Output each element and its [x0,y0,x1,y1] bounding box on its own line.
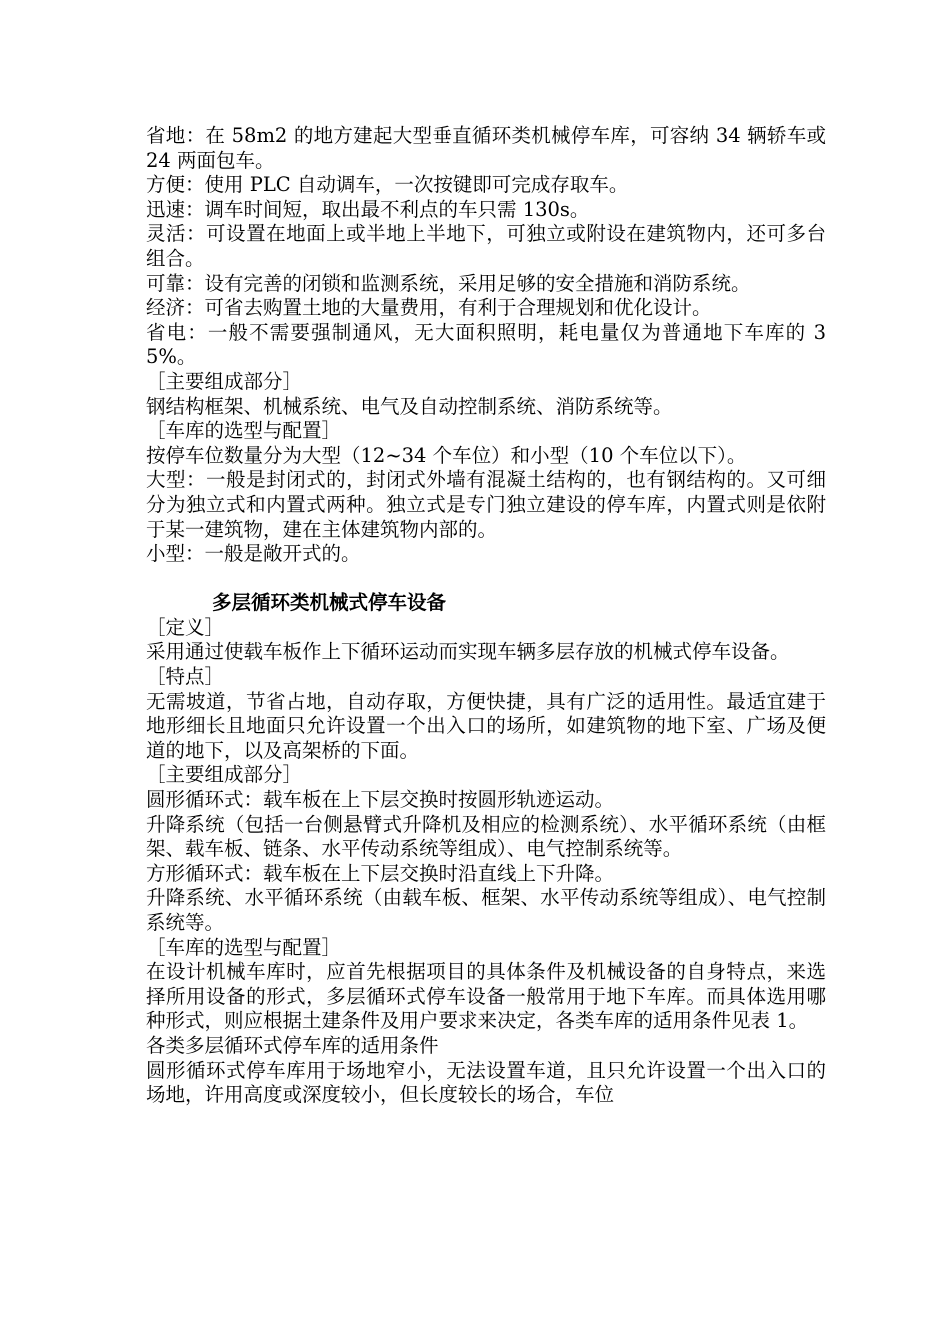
subheading-features: ［特点］ [146,665,225,689]
paragraph-speed: 迅速：调车时间短，取出最不利点的车只需 130s。 [146,197,590,221]
paragraph-small-type: 小型：一般是敞开式的。 [146,542,361,566]
paragraph-table-title: 各类多层循环式停车库的适用条件 [146,1033,439,1057]
subheading-selection-config-2: ［车库的选型与配置］ [146,935,342,959]
paragraph-economy: 经济：可省去购置土地的大量费用，有利于合理规划和优化设计。 [146,296,712,320]
paragraph-design-guidance: 在设计机械车库时，应首先根据项目的具体条件及机械设备的自身特点，来选择所用设备的形式，多层循环式停车设备一般常用于地下车库。而具体选用哪种形式，则应根据土建条件及用户要求来决定，各类车库的适用条件见表 1。 [146,960,826,1033]
paragraph-classification: 按停车位数量分为大型（12~34 个车位）和小型（10 个车位以下）。 [146,443,747,467]
section-gap [146,567,826,592]
paragraph-power-saving: 省电：一般不需要强制通风，无大面积照明，耗电量仅为普通地下车库的 35%。 [146,320,826,369]
paragraph-flexibility: 灵活：可设置在地面上或半地上半地下，可独立或附设在建筑物内，还可多台组合。 [146,222,826,270]
paragraph-large-type: 大型：一般是封闭式的，封闭式外墙有混凝土结构的，也有钢结构的。又可细分为独立式和内置式两种。独立式是专门独立建设的停车库，内置式则是依附于某一建筑物，建在主体建筑物内部的。 [146,468,826,541]
paragraph-components: 钢结构框架、机械系统、电气及自动控制系统、消防系统等。 [146,394,673,418]
paragraph-features: 无需坡道，节省占地，自动存取，方便快捷，具有广泛的适用性。最适宜建于地形细长且地面只允许设置一个出入口的场所，如建筑物的地下室、广场及便道的地下，以及高架桥的下面。 [146,689,826,762]
paragraph-circular-components: 升降系统（包括一台侧悬臂式升降机及相应的检测系统）、水平循环系统（由框架、载车板、链条、水平传动系统等组成）、电气控制系统等。 [146,812,826,861]
paragraph-square-components: 升降系统、水平循环系统（由载车板、框架、水平传动系统等组成）、电气控制系统等。 [146,886,826,934]
subheading-main-components: ［主要组成部分］ [146,369,303,393]
document-page [146,124,826,1108]
paragraph-definition: 采用通过使载车板作上下循环运动而实现车辆多层存放的机械式停车设备。 [146,640,790,664]
paragraph-circular-type: 圆形循环式：载车板在上下层交换时按圆形轨迹运动。 [146,788,615,812]
paragraph-space-saving: 省地：在 58m2 的地方建起大型垂直循环类机械停车库，可容纳 34 辆轿车或 24 两面包车。 [146,124,826,172]
subheading-main-components-2: ［主要组成部分］ [146,763,303,787]
paragraph-circular-conditions: 圆形循环式停车库用于场地窄小，无法设置车道，且只允许设置一个出入口的场地，许用高度或深度较小，但长度较长的场合，车位 [146,1058,826,1107]
paragraph-square-type: 方形循环式：载车板在上下层交换时沿直线上下升降。 [146,861,615,885]
subheading-selection-config: ［车库的选型与配置］ [146,419,342,443]
paragraph-reliability: 可靠：设有完善的闭锁和监测系统，采用足够的安全措施和消防系统。 [146,271,751,295]
subheading-definition: ［定义］ [146,615,225,639]
paragraph-convenience: 方便：使用 PLC 自动调车，一次按键即可完成存取车。 [146,173,629,197]
section-heading: 多层循环类机械式停车设备 [212,591,447,615]
